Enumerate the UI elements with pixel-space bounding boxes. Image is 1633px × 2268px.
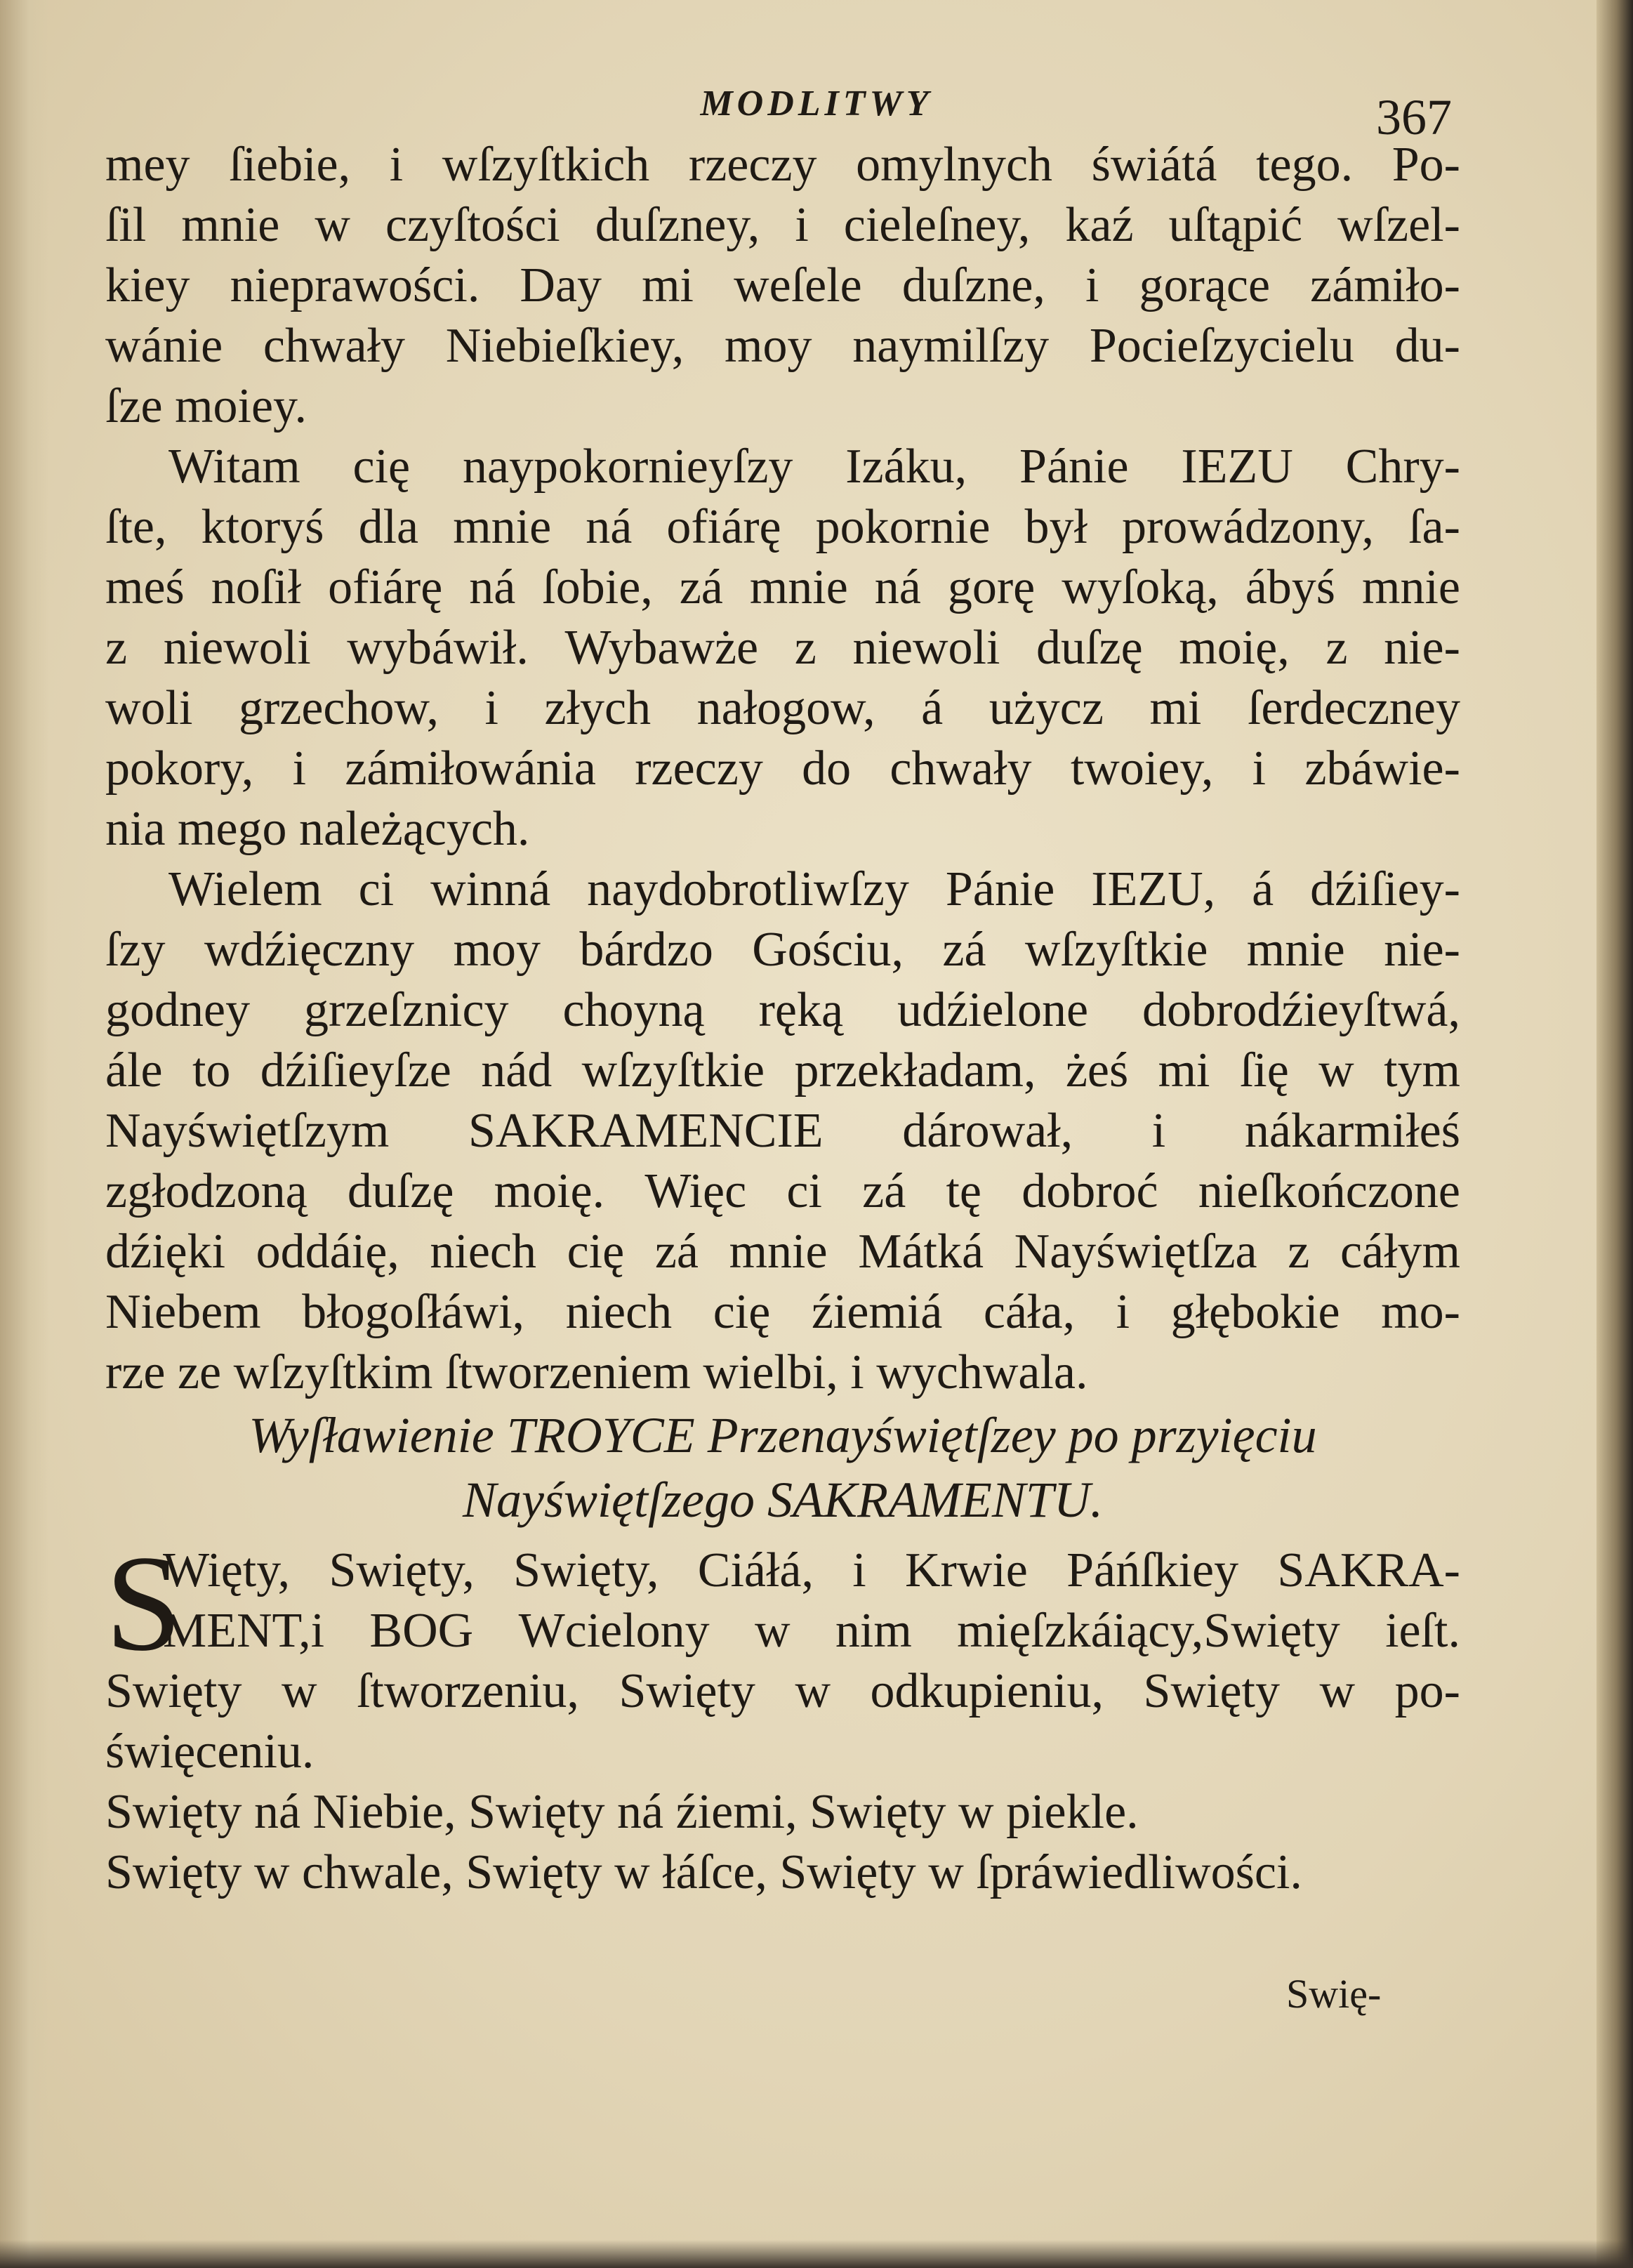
text-line: z niewoli wybáwił. Wybawże z niewoli duſzę moię, z nie-	[105, 621, 1460, 675]
drop-cap-block	[105, 1527, 1460, 1680]
text-line: ſte, ktoryś dla mnie ná ofiárę pokornie był prowádzony, ſa-	[105, 500, 1460, 554]
page-gutter-shadow	[0, 0, 49, 2268]
paragraph-1	[105, 135, 1460, 437]
text-line: zgłodzoną duſzę moię. Więc ci zá tę dobroć nieſkończone	[105, 1164, 1460, 1218]
text-line: ále to dźiſieyſze nád wſzyſtkie przekładam, żeś mi ſię w tym	[105, 1043, 1460, 1097]
text-line: kiey nieprawości. Day mi weſele duſzne, i gorące zámiło-	[105, 258, 1460, 312]
text-line: wánie chwały Niebieſkiey, moy naymilſzy Pocieſzycielu du-	[105, 319, 1460, 373]
text-line: Swięty w ſtworzeniu, Swięty w odkupieniu, Swięty w po-	[105, 1664, 1460, 1718]
heading-line: Wyſławienie TROYCE Przenayświętſzey po przyięciu	[249, 1407, 1317, 1463]
text-line: ſil mnie w czyſtości duſzney, i cieleſney, kaź uſtąpić wſzel-	[105, 198, 1460, 252]
text-line: nia mego należących.	[105, 802, 530, 856]
text-line: MENT,i BOG Wcielony w nim mięſzkáiący,Swięty ieſt.	[163, 1604, 1460, 1658]
text-line: pokory, i zámiłowánia rzeczy do chwały twoiey, i zbáwie-	[105, 741, 1460, 796]
text-line: ſzy wdźięczny moy bárdzo Gościu, zá wſzyſtkie mnie nie-	[105, 923, 1460, 977]
running-head: MODLITWY	[700, 84, 933, 124]
paragraph-4	[105, 1527, 1460, 1903]
text-line: meś noſił ofiárę ná ſobie, zá mnie ná gorę wyſoką, ábyś mnie	[105, 560, 1460, 614]
text-line: Więty, Swięty, Swięty, Ciáłá, i Krwie Páńſkiey SAKRA-	[163, 1543, 1460, 1597]
text-line: Wielem ci winná naydobrotliwſzy Pánie IEZU, á dźiſiey-	[168, 862, 1460, 916]
text-line: ſze moiey.	[105, 379, 308, 433]
text-line: godney grzeſznicy choyną ręką udźielone dobrodźieyſtwá,	[105, 983, 1460, 1037]
body-text	[105, 135, 1460, 1903]
text-line: Witam cię naypokornieyſzy Izáku, Pánie IEZU Chry-	[168, 440, 1460, 494]
paragraph-2	[105, 437, 1460, 859]
text-line: woli grzechow, i złych nałogow, á użycz mi ſerdeczney	[105, 681, 1460, 735]
text-line: rze ze wſzyſtkim ſtworzeniem wielbi, i wychwala.	[105, 1345, 1088, 1399]
drop-cap: S	[105, 1527, 183, 1680]
page-bottom-shadow	[0, 2240, 1633, 2268]
catchword: Swię-	[1286, 1971, 1382, 2017]
section-heading	[105, 1403, 1460, 1532]
text-line: Nayświętſzym SAKRAMENCIE dárował, i nákarmiłeś	[105, 1104, 1460, 1158]
heading-line: Nayświętſzego SAKRAMENTU.	[463, 1472, 1103, 1528]
text-line: święceniu.	[105, 1725, 315, 1779]
text-line: Swięty ná Niebie, Swięty ná źiemi, Swięty w piekle.	[105, 1785, 1139, 1839]
page-number: 367	[1376, 89, 1452, 145]
text-line: Niebem błogoſłáwi, niech cię źiemiá cáła, i głębokie mo-	[105, 1285, 1460, 1339]
text-line: Swięty w chwale, Swięty w łáſce, Swięty w ſpráwiedliwości.	[105, 1845, 1302, 1899]
text-line: mey ſiebie, i wſzyſtkich rzeczy omylnych świátá tego. Po-	[105, 138, 1460, 192]
page-edge-shadow	[1596, 0, 1633, 2268]
paragraph-3	[105, 859, 1460, 1403]
text-line: dźięki oddáię, niech cię zá mnie Mátká Nayświętſza z cáłym	[105, 1225, 1460, 1279]
